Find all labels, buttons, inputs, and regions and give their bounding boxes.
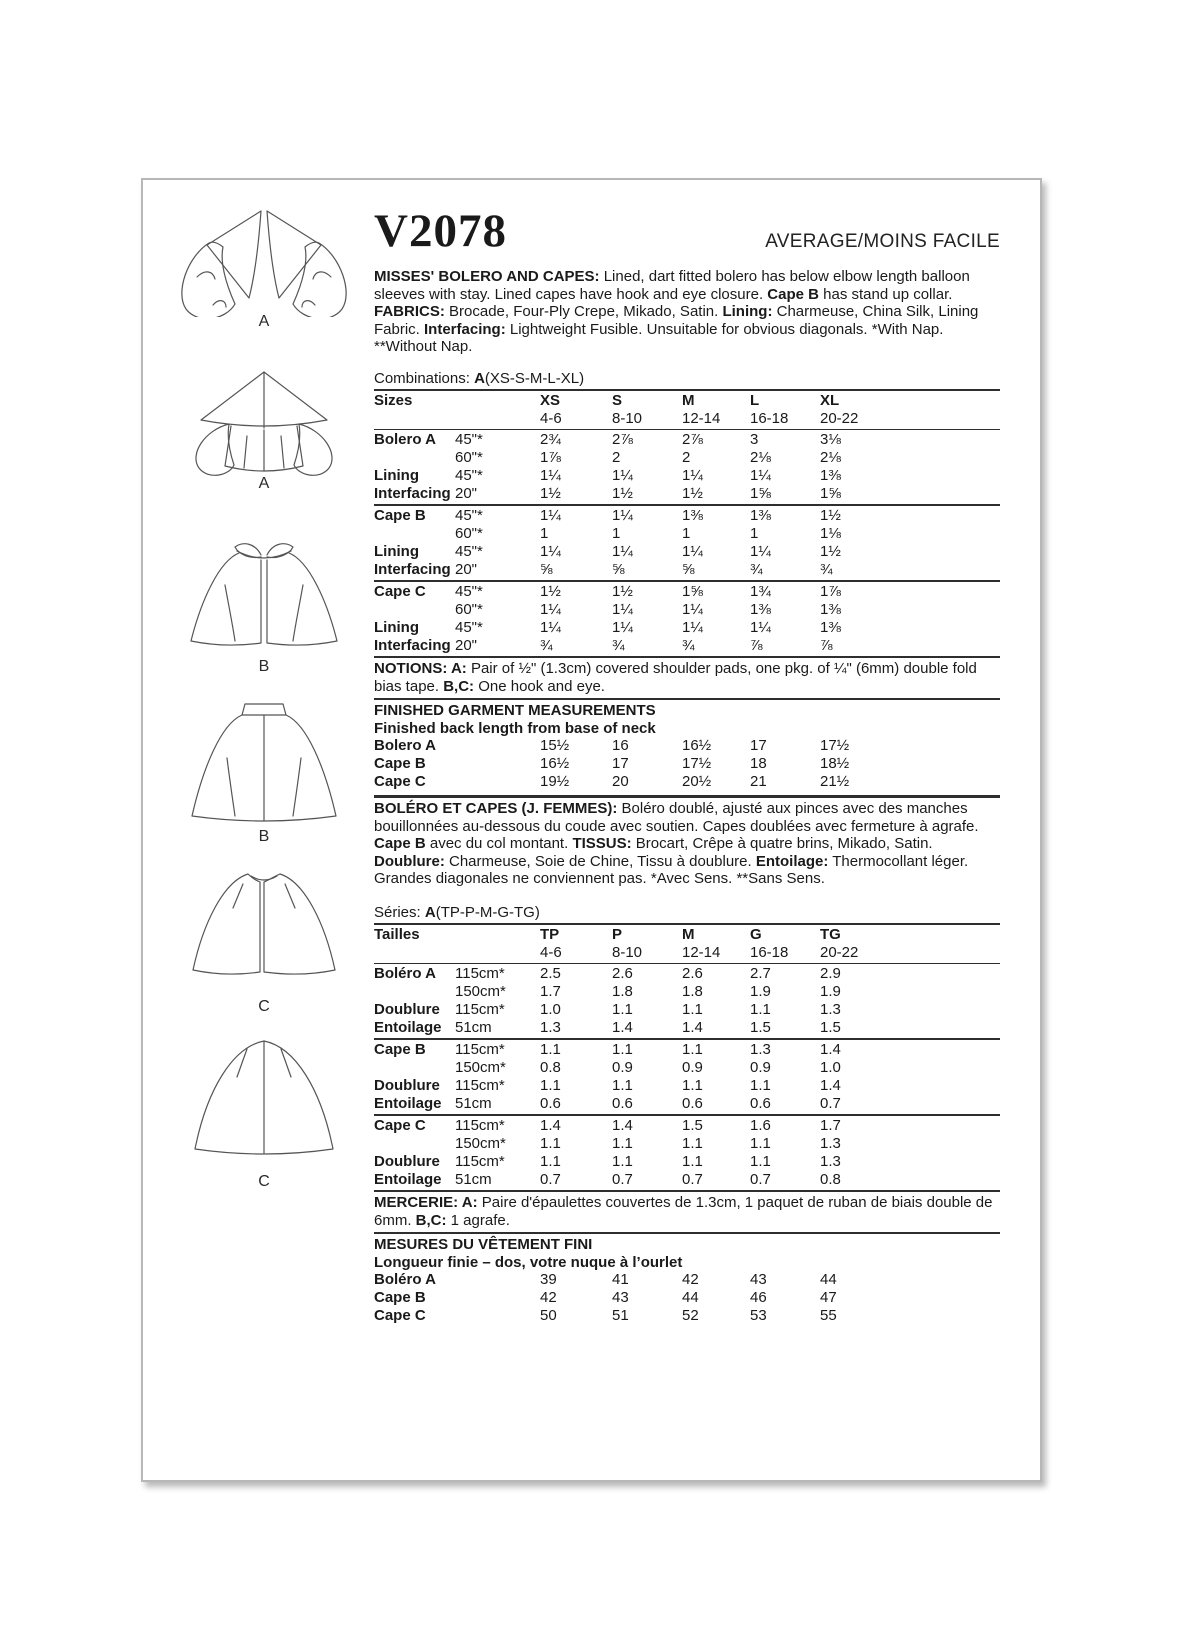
table-row: Boléro A 39 41 42 43 44: [374, 1271, 837, 1288]
table-row: Lining 45"* 1¼ 1¼ 1¼ 1¼ 1½: [374, 543, 841, 560]
figure-label-c-front: C: [258, 998, 270, 1015]
size-range: 8-10: [612, 944, 643, 961]
finished-subtitle: Finished back length from base of neck: [374, 719, 656, 737]
description-english: MISSES' BOLERO AND CAPES: Lined, dart fitted bolero has below elbow length balloon sleeves with stay. Lined capes have hook and eye closure. Cape B has stand up collar. FABRICS: Brocade, Four-Ply Crepe, Mikado, Satin. Lining: Charmeuse, China Silk, Lining Fabric. Interfacing: Lightweight Fusible. Unsuitable for obvious diagonals. *With Nap. **Without Nap.: [374, 268, 979, 355]
cape-b-front-drawing: [175, 538, 353, 652]
table-row: Interfacing 20" ¾ ¾ ¾ ⅞ ⅞: [374, 637, 833, 654]
cape-c-back-drawing: [171, 1035, 357, 1157]
finished-rows: [374, 737, 1000, 791]
size-range: 8-10: [612, 410, 643, 427]
table-row: Cape C 115cm* 1.4 1.4 1.5 1.6 1.7: [374, 1117, 841, 1134]
table-row: Doublure 115cm* 1.1 1.1 1.1 1.1 1.4: [374, 1077, 841, 1094]
size-range: 16-18: [750, 944, 789, 961]
metric-section-bolero-a: [374, 964, 1000, 1038]
table-row: Lining 45"* 1¼ 1¼ 1¼ 1¼ 1⅜: [374, 467, 841, 484]
table-row: Bolero A 15½ 16 16½ 17 17½: [374, 737, 850, 754]
table-row: Cape C 50 51 52 53 55: [374, 1307, 837, 1324]
size-name: S: [612, 392, 623, 409]
combinations-line: Combinations: A(XS-S-M-L-XL): [374, 369, 585, 387]
table-row: Cape B 45"* 1¼ 1¼ 1⅜ 1⅜ 1½: [374, 507, 841, 524]
table-row: 60"* 1 1 1 1 1⅛: [455, 525, 841, 542]
table-row: Doublure 115cm* 1.1 1.1 1.1 1.1 1.3: [374, 1153, 841, 1170]
metric-section-cape-b: [374, 1038, 1000, 1114]
size-range: 4-6: [540, 410, 562, 427]
size-name: XS: [540, 392, 561, 409]
cape-b-back-drawing: [175, 698, 353, 826]
table-row: Boléro A 115cm* 2.5 2.6 2.6 2.7 2.9: [374, 965, 841, 982]
sizes-label: Sizes: [374, 392, 413, 409]
notions-english: NOTIONS: A: Pair of ½" (1.3cm) covered shoulder pads, one pkg. of ¼" (6mm) double fold bias tape. B,C: One hook and eye.: [374, 656, 1000, 698]
pattern-number: V2078: [374, 205, 507, 257]
table-row: 60"* 1⅞ 2 2 2⅛ 2⅛: [455, 449, 841, 466]
size-name: P: [612, 926, 623, 943]
series-line: Séries: A(TP-P-M-G-TG): [374, 903, 540, 921]
text-column: [374, 180, 1000, 1480]
table-row: 150cm* 1.1 1.1 1.1 1.1 1.3: [455, 1135, 841, 1152]
mesures-subtitle: Longueur finie – dos, votre nuque à l’ourlet: [374, 1253, 683, 1271]
metric-section-cape-c: [374, 1114, 1000, 1190]
tailles-label: Tailles: [374, 926, 420, 943]
size-name: L: [750, 392, 760, 409]
mercerie-french: MERCERIE: A: Paire d'épaulettes couvertes de 1.3cm, 1 paquet de ruban de biais double de 6mm. B,C: 1 agrafe.: [374, 1190, 1000, 1232]
size-name: TG: [820, 926, 841, 943]
table-row: Doublure 115cm* 1.0 1.1 1.1 1.1 1.3: [374, 1001, 841, 1018]
figure-label-a-front: A: [258, 313, 270, 330]
figure-label-b-front: B: [258, 658, 270, 675]
difficulty-rating: AVERAGE/MOINS FACILE: [765, 230, 1000, 252]
table-row: Entoilage 51cm 1.3 1.4 1.4 1.5 1.5: [374, 1019, 841, 1036]
size-range: 20-22: [820, 410, 859, 427]
size-range: 12-14: [682, 944, 721, 961]
table-row: Lining 45"* 1¼ 1¼ 1¼ 1¼ 1⅜: [374, 619, 841, 636]
table-row: Cape B 42 43 44 46 47: [374, 1289, 837, 1306]
table-row: Entoilage 51cm 0.6 0.6 0.6 0.6 0.7: [374, 1095, 841, 1112]
table-row: Interfacing 20" ⅝ ⅝ ⅝ ¾ ¾: [374, 561, 833, 578]
yardage-section-cape-b: [374, 504, 1000, 580]
cape-c-front-drawing: [171, 862, 357, 982]
yardage-section-bolero-a: [374, 430, 1000, 504]
finished-title: FINISHED GARMENT MEASUREMENTS: [374, 702, 656, 719]
table-row: 60"* 1¼ 1¼ 1¼ 1⅜ 1⅜: [455, 601, 841, 618]
bolero-a-back-drawing: [173, 368, 355, 476]
garment-drawings-column: [143, 180, 374, 1480]
size-range: 4-6: [540, 944, 562, 961]
yardage-table-imperial: [374, 370, 1000, 657]
size-name: TP: [540, 926, 560, 943]
description-french: BOLÉRO ET CAPES (J. FEMMES): Boléro doublé, ajusté aux pinces avec des manches bouillonnées au-dessous du coude avec soutien. Capes doublées avec fermeture à agrafe. Cape B avec du col montant. TISSUS: Brocart, Crêpe à quatre brins, Mikado, Satin. Doublure: Charmeuse, Soie de Chine, Tissu à doublure. Entoilage: Thermocollant léger. Grandes diagonales ne conviennent pas. *Avec Sens. **Sans Sens.: [374, 795, 1000, 888]
size-name: M: [682, 392, 695, 409]
yardage-section-cape-c: [374, 580, 1000, 656]
yardage-table-metric: [374, 904, 1000, 1191]
table-row: Entoilage 51cm 0.7 0.7 0.7 0.7 0.8: [374, 1171, 841, 1188]
table-row: Cape C 19½ 20 20½ 21 21½: [374, 773, 850, 790]
table-row: Cape B 16½ 17 17½ 18 18½: [374, 755, 850, 772]
table-row: 150cm* 1.7 1.8 1.8 1.9 1.9: [455, 983, 841, 1000]
header-row: [374, 206, 1000, 256]
size-range: 20-22: [820, 944, 859, 961]
size-name: XL: [820, 392, 840, 409]
mesures-rows: [374, 1271, 1000, 1325]
size-range: 16-18: [750, 410, 789, 427]
figure-label-c-back: C: [258, 1173, 270, 1190]
finished-measurements-french: [374, 1232, 1000, 1325]
bolero-a-front-drawing: [173, 205, 355, 317]
finished-measurements-english: [374, 698, 1000, 793]
table-row: 150cm* 0.8 0.9 0.9 0.9 1.0: [455, 1059, 841, 1076]
table-row: Interfacing 20" 1½ 1½ 1½ 1⅝ 1⅝: [374, 485, 841, 502]
size-name: G: [750, 926, 762, 943]
figure-label-a-back: A: [258, 475, 270, 492]
figure-label-b-back: B: [258, 828, 270, 845]
size-range: 12-14: [682, 410, 721, 427]
size-header-imperial: [374, 389, 1000, 430]
size-header-metric: [374, 923, 1000, 964]
table-row: Cape C 45"* 1½ 1½ 1⅝ 1¾ 1⅞: [374, 583, 841, 600]
pattern-envelope-back: [141, 178, 1042, 1482]
table-row: Bolero A 45"* 2¾ 2⅞ 2⅞ 3 3⅛: [374, 431, 841, 448]
size-name: M: [682, 926, 695, 943]
table-row: Cape B 115cm* 1.1 1.1 1.1 1.3 1.4: [374, 1041, 841, 1058]
mesures-title: MESURES DU VÊTEMENT FINI: [374, 1236, 593, 1253]
